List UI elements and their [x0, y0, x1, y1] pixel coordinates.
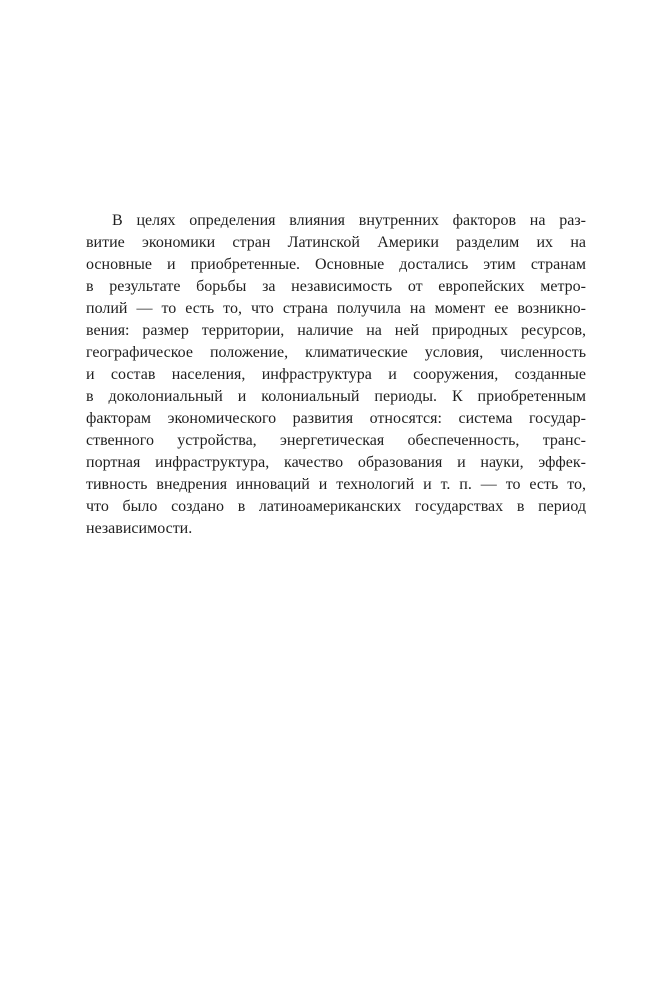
paragraph-line: и состав населения, инфраструктура и сооружения, созданные: [86, 366, 586, 383]
paragraph-line: ственного устройства, энергетическая обеспеченность, транс-: [86, 432, 586, 449]
paragraph-line: полий — то есть то, что страна получила на момент ее возникно-: [86, 300, 586, 317]
paragraph-line: факторам экономического развития относятся: система государ-: [86, 410, 586, 427]
paragraph-line: географическое положение, климатические условия, численность: [86, 344, 586, 361]
paragraph-line: вения: размер территории, наличие на ней природных ресурсов,: [86, 322, 586, 339]
paragraph-line: витие экономики стран Латинской Америки разделим их на: [86, 234, 586, 251]
paragraph-line: тивность внедрения инноваций и технологий и т. п. — то есть то,: [86, 476, 586, 493]
paragraph-line: в результате борьбы за независимость от европейских метро-: [86, 278, 586, 295]
body-paragraph: [86, 210, 586, 540]
paragraph-line: что было создано в латиноамериканских государствах в период: [86, 498, 586, 515]
paragraph-line: основные и приобретенные. Основные достались этим странам: [86, 256, 586, 273]
paragraph-line: независимости.: [86, 520, 193, 537]
paragraph-line: портная инфраструктура, качество образования и науки, эффек-: [86, 454, 586, 471]
paragraph-line: в доколониальный и колониальный периоды. К приобретенным: [86, 388, 586, 405]
paragraph-line: В целях определения влияния внутренних факторов на раз-: [112, 212, 586, 229]
